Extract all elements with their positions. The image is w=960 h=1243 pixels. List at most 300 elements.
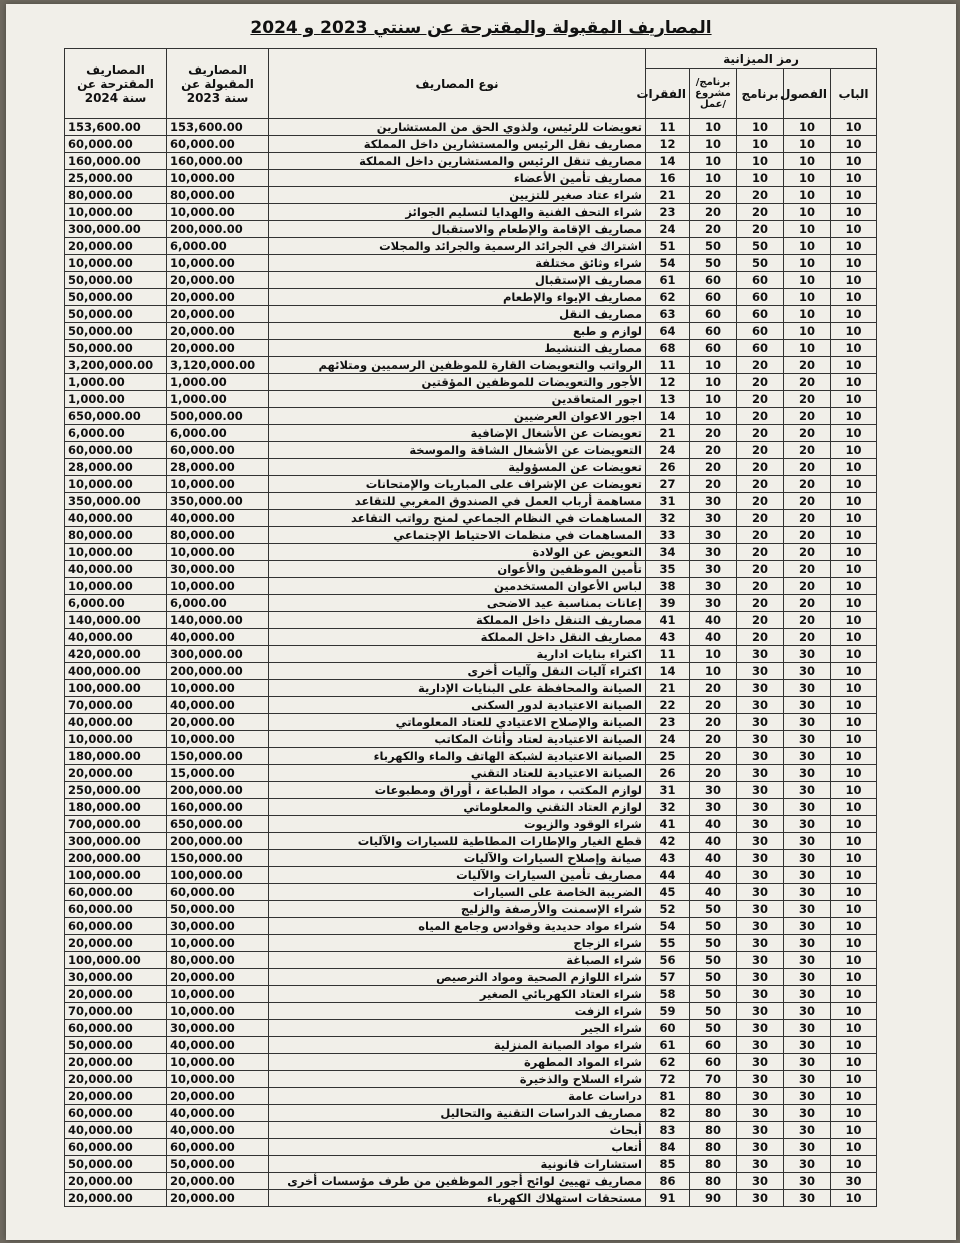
bab-cell: 10 xyxy=(831,527,877,544)
paragraph-cell: 41 xyxy=(646,816,690,833)
proposed-2024-cell: 140,000.00 xyxy=(65,612,167,629)
paragraph-cell: 57 xyxy=(646,969,690,986)
program-project-cell: 20 xyxy=(690,731,737,748)
accepted-2023-cell: 3,120,000.00 xyxy=(167,357,269,374)
bab-cell: 10 xyxy=(831,714,877,731)
program-cell: 10 xyxy=(737,153,784,170)
bab-cell: 10 xyxy=(831,442,877,459)
paragraph-cell: 42 xyxy=(646,833,690,850)
table-row xyxy=(65,1190,877,1207)
program-project-cell: 40 xyxy=(690,833,737,850)
bab-cell: 10 xyxy=(831,459,877,476)
proposed-2024-cell: 100,000.00 xyxy=(65,867,167,884)
expense-type-cell: شراء الزجاج xyxy=(269,935,646,952)
program-cell: 30 xyxy=(737,748,784,765)
program-project-cell: 50 xyxy=(690,901,737,918)
accepted-2023-cell: 160,000.00 xyxy=(167,153,269,170)
table-row xyxy=(65,578,877,595)
paragraph-cell: 58 xyxy=(646,986,690,1003)
program-project-cell: 20 xyxy=(690,204,737,221)
fasl-cell: 30 xyxy=(784,1037,831,1054)
expense-type-cell: مساهمة أرباب العمل في الصندوق المغربي للتقاعد xyxy=(269,493,646,510)
expense-type-cell: شراء عتاد صغير للتزيين xyxy=(269,187,646,204)
program-project-cell: 20 xyxy=(690,765,737,782)
program-cell: 20 xyxy=(737,204,784,221)
program-cell: 20 xyxy=(737,408,784,425)
paragraph-cell: 54 xyxy=(646,255,690,272)
table-row xyxy=(65,969,877,986)
fasl-cell: 20 xyxy=(784,476,831,493)
program-cell: 60 xyxy=(737,272,784,289)
program-cell: 30 xyxy=(737,816,784,833)
fasl-cell: 20 xyxy=(784,408,831,425)
bab-cell: 10 xyxy=(831,391,877,408)
program-cell: 30 xyxy=(737,918,784,935)
fasl-cell: 30 xyxy=(784,969,831,986)
program-project-cell: 50 xyxy=(690,918,737,935)
table-row xyxy=(65,510,877,527)
bab-cell: 10 xyxy=(831,272,877,289)
proposed-2024-cell: 1,000.00 xyxy=(65,374,167,391)
bab-cell: 10 xyxy=(831,612,877,629)
bab-cell: 10 xyxy=(831,765,877,782)
paragraph-cell: 62 xyxy=(646,289,690,306)
proposed-2024-cell: 20,000.00 xyxy=(65,1088,167,1105)
program-project-cell: 30 xyxy=(690,510,737,527)
proposed-2024-cell: 20,000.00 xyxy=(65,935,167,952)
proposed-2024-cell: 70,000.00 xyxy=(65,1003,167,1020)
table-row xyxy=(65,136,877,153)
table-row xyxy=(65,153,877,170)
bab-cell: 30 xyxy=(831,1173,877,1190)
program-cell: 10 xyxy=(737,119,784,136)
paragraph-cell: 72 xyxy=(646,1071,690,1088)
table-row xyxy=(65,170,877,187)
table-row xyxy=(65,697,877,714)
table-row xyxy=(65,1088,877,1105)
accepted-2023-cell: 10,000.00 xyxy=(167,1003,269,1020)
paragraph-cell: 21 xyxy=(646,680,690,697)
program-project-cell: 60 xyxy=(690,289,737,306)
paragraph-cell: 43 xyxy=(646,850,690,867)
bab-cell: 10 xyxy=(831,1156,877,1173)
program-cell: 30 xyxy=(737,1173,784,1190)
document-page xyxy=(6,4,956,1240)
bab-cell: 10 xyxy=(831,731,877,748)
proposed-2024-cell: 300,000.00 xyxy=(65,221,167,238)
bab-cell: 10 xyxy=(831,867,877,884)
bab-cell: 10 xyxy=(831,1088,877,1105)
fasl-cell: 30 xyxy=(784,748,831,765)
expenses-table-body xyxy=(65,119,877,1207)
fasl-cell: 30 xyxy=(784,1139,831,1156)
program-cell: 20 xyxy=(737,578,784,595)
program-cell: 60 xyxy=(737,323,784,340)
fasl-cell: 30 xyxy=(784,1105,831,1122)
accepted-2023-cell: 200,000.00 xyxy=(167,221,269,238)
paragraph-cell: 61 xyxy=(646,1037,690,1054)
program-cell: 30 xyxy=(737,867,784,884)
program-project-cell: 20 xyxy=(690,221,737,238)
bab-cell: 10 xyxy=(831,119,877,136)
proposed-2024-cell: 180,000.00 xyxy=(65,799,167,816)
program-cell: 20 xyxy=(737,187,784,204)
accepted-2023-cell: 10,000.00 xyxy=(167,255,269,272)
accepted-2023-cell: 10,000.00 xyxy=(167,731,269,748)
expenses-table xyxy=(64,48,877,1207)
paragraph-cell: 11 xyxy=(646,119,690,136)
paragraph-cell: 32 xyxy=(646,510,690,527)
paragraph-cell: 59 xyxy=(646,1003,690,1020)
paragraph-cell: 86 xyxy=(646,1173,690,1190)
program-project-cell: 30 xyxy=(690,561,737,578)
paragraph-cell: 23 xyxy=(646,204,690,221)
program-project-cell: 40 xyxy=(690,612,737,629)
fasl-cell: 30 xyxy=(784,1122,831,1139)
program-project-cell: 20 xyxy=(690,697,737,714)
fasl-cell: 10 xyxy=(784,204,831,221)
table-row xyxy=(65,391,877,408)
proposed-2024-cell: 50,000.00 xyxy=(65,289,167,306)
program-project-cell: 50 xyxy=(690,969,737,986)
paragraph-cell: 56 xyxy=(646,952,690,969)
expense-type-cell: الأجور والتعويضات للموظفين المؤقتين xyxy=(269,374,646,391)
expense-type-cell: شراء الوقود والزيوت xyxy=(269,816,646,833)
fasl-cell: 30 xyxy=(784,697,831,714)
expense-type-cell: مصاريف تهييئ لوائح أجور الموظفين من طرف مؤسسات أخرى xyxy=(269,1173,646,1190)
paragraph-cell: 24 xyxy=(646,221,690,238)
accepted-2023-cell: 10,000.00 xyxy=(167,1054,269,1071)
table-row xyxy=(65,323,877,340)
paragraph-cell: 63 xyxy=(646,306,690,323)
paragraph-cell: 64 xyxy=(646,323,690,340)
table-row xyxy=(65,1173,877,1190)
table-row xyxy=(65,799,877,816)
accepted-2023-cell: 80,000.00 xyxy=(167,527,269,544)
accepted-2023-cell: 40,000.00 xyxy=(167,629,269,646)
accepted-2023-cell: 50,000.00 xyxy=(167,901,269,918)
fasl-cell: 10 xyxy=(784,221,831,238)
fasl-cell: 30 xyxy=(784,1173,831,1190)
program-cell: 50 xyxy=(737,238,784,255)
bab-cell: 10 xyxy=(831,799,877,816)
program-header: برنامج xyxy=(737,69,784,119)
accepted-2023-cell: 6,000.00 xyxy=(167,595,269,612)
accepted-2023-cell: 30,000.00 xyxy=(167,918,269,935)
table-row xyxy=(65,935,877,952)
table-row xyxy=(65,1020,877,1037)
program-project-cell: 10 xyxy=(690,408,737,425)
table-row xyxy=(65,748,877,765)
program-cell: 20 xyxy=(737,510,784,527)
proposed-2024-cell: 60,000.00 xyxy=(65,901,167,918)
table-row xyxy=(65,816,877,833)
accepted-2023-cell: 28,000.00 xyxy=(167,459,269,476)
table-row xyxy=(65,918,877,935)
proposed-2024-cell: 60,000.00 xyxy=(65,918,167,935)
accepted-2023-cell: 100,000.00 xyxy=(167,867,269,884)
bab-cell: 10 xyxy=(831,782,877,799)
proposed-2024-cell: 50,000.00 xyxy=(65,272,167,289)
accepted-2023-cell: 140,000.00 xyxy=(167,612,269,629)
accepted-2023-cell: 10,000.00 xyxy=(167,935,269,952)
program-cell: 30 xyxy=(737,765,784,782)
fasl-cell: 30 xyxy=(784,850,831,867)
accepted-2023-cell: 1,000.00 xyxy=(167,391,269,408)
expense-type-cell: شراء مواد حديدية وقوادس وجامع المياه xyxy=(269,918,646,935)
program-project-cell: 10 xyxy=(690,357,737,374)
proposed-2024-header: المصاريف المقترحة عن سنة 2024 xyxy=(65,49,167,119)
fasl-cell: 10 xyxy=(784,170,831,187)
accepted-2023-cell: 60,000.00 xyxy=(167,884,269,901)
accepted-2023-cell: 30,000.00 xyxy=(167,561,269,578)
program-project-cell: 20 xyxy=(690,714,737,731)
fasl-cell: 30 xyxy=(784,1088,831,1105)
table-row xyxy=(65,1139,877,1156)
table-row xyxy=(65,1156,877,1173)
paragraph-cell: 91 xyxy=(646,1190,690,1207)
proposed-2024-cell: 400,000.00 xyxy=(65,663,167,680)
paragraph-cell: 14 xyxy=(646,663,690,680)
expense-type-cell: إعانات بمناسبة عيد الاضحى xyxy=(269,595,646,612)
table-row xyxy=(65,680,877,697)
proposed-2024-cell: 350,000.00 xyxy=(65,493,167,510)
accepted-2023-cell: 150,000.00 xyxy=(167,850,269,867)
proposed-2024-cell: 100,000.00 xyxy=(65,680,167,697)
fasl-cell: 20 xyxy=(784,510,831,527)
program-project-cell: 10 xyxy=(690,663,737,680)
expense-type-cell: تعويضات للرئيس، ولذوي الحق من المستشارين xyxy=(269,119,646,136)
program-cell: 30 xyxy=(737,782,784,799)
fasl-cell: 10 xyxy=(784,255,831,272)
fasl-cell: 20 xyxy=(784,595,831,612)
paragraph-cell: 83 xyxy=(646,1122,690,1139)
paragraph-cell: 23 xyxy=(646,714,690,731)
accepted-2023-cell: 40,000.00 xyxy=(167,1122,269,1139)
paragraph-cell: 81 xyxy=(646,1088,690,1105)
program-cell: 50 xyxy=(737,255,784,272)
program-project-cell: 30 xyxy=(690,799,737,816)
program-cell: 20 xyxy=(737,544,784,561)
program-cell: 60 xyxy=(737,340,784,357)
accepted-2023-header: المصاريف المقبولة عن سنة 2023 xyxy=(167,49,269,119)
paragraph-cell: 62 xyxy=(646,1054,690,1071)
accepted-2023-cell: 30,000.00 xyxy=(167,1020,269,1037)
accepted-2023-cell: 200,000.00 xyxy=(167,663,269,680)
bab-cell: 10 xyxy=(831,1037,877,1054)
table-row xyxy=(65,901,877,918)
accepted-2023-cell: 10,000.00 xyxy=(167,986,269,1003)
expense-type-cell: المساهمات في النظام الجماعي لمنح رواتب التقاعد xyxy=(269,510,646,527)
bab-cell: 10 xyxy=(831,748,877,765)
expense-type-cell: مصاريف التنقل داخل المملكة xyxy=(269,612,646,629)
program-cell: 60 xyxy=(737,289,784,306)
proposed-2024-cell: 70,000.00 xyxy=(65,697,167,714)
bab-cell: 10 xyxy=(831,204,877,221)
proposed-2024-cell: 60,000.00 xyxy=(65,442,167,459)
document-title: المصاريف المقبولة والمقترحة عن سنتي 2023 و 2024 xyxy=(250,18,712,38)
expense-type-cell: مصاريف الإيواء والإطعام xyxy=(269,289,646,306)
bab-cell: 10 xyxy=(831,357,877,374)
proposed-2024-cell: 160,000.00 xyxy=(65,153,167,170)
table-row xyxy=(65,595,877,612)
program-cell: 20 xyxy=(737,612,784,629)
paragraph-cell: 38 xyxy=(646,578,690,595)
fasl-cell: 10 xyxy=(784,289,831,306)
paragraph-cell: 33 xyxy=(646,527,690,544)
paragraph-cell: 14 xyxy=(646,408,690,425)
program-cell: 30 xyxy=(737,1037,784,1054)
program-cell: 30 xyxy=(737,1003,784,1020)
fasl-cell: 30 xyxy=(784,918,831,935)
paragraph-cell: 14 xyxy=(646,153,690,170)
program-cell: 20 xyxy=(737,629,784,646)
program-project-cell: 50 xyxy=(690,952,737,969)
proposed-2024-cell: 20,000.00 xyxy=(65,765,167,782)
proposed-2024-cell: 80,000.00 xyxy=(65,187,167,204)
expense-type-cell: تعويضات عن الأشغال الإضافية xyxy=(269,425,646,442)
paragraph-cell: 24 xyxy=(646,442,690,459)
accepted-2023-cell: 20,000.00 xyxy=(167,714,269,731)
paragraph-cell: 60 xyxy=(646,1020,690,1037)
proposed-2024-cell: 50,000.00 xyxy=(65,1156,167,1173)
fasl-cell: 20 xyxy=(784,561,831,578)
bab-cell: 10 xyxy=(831,969,877,986)
accepted-2023-cell: 1,000.00 xyxy=(167,374,269,391)
proposed-2024-cell: 50,000.00 xyxy=(65,306,167,323)
bab-cell: 10 xyxy=(831,255,877,272)
expense-type-cell: الصيانة الاعتيادية لدور السكنى xyxy=(269,697,646,714)
accepted-2023-cell: 200,000.00 xyxy=(167,833,269,850)
accepted-2023-cell: 80,000.00 xyxy=(167,187,269,204)
fasl-cell: 20 xyxy=(784,374,831,391)
accepted-2023-cell: 40,000.00 xyxy=(167,1105,269,1122)
fasl-cell: 30 xyxy=(784,935,831,952)
proposed-2024-cell: 20,000.00 xyxy=(65,238,167,255)
program-project-cell: 30 xyxy=(690,493,737,510)
expense-type-cell: اكتراء بنايات ادارية xyxy=(269,646,646,663)
accepted-2023-cell: 20,000.00 xyxy=(167,1190,269,1207)
paragraphs-header: الفقرات xyxy=(646,69,690,119)
expense-type-cell: اجور المتعاقدين xyxy=(269,391,646,408)
bab-cell: 10 xyxy=(831,578,877,595)
budget-code-header: رمز الميزانية xyxy=(646,49,877,69)
fasl-cell: 20 xyxy=(784,357,831,374)
paragraph-cell: 44 xyxy=(646,867,690,884)
program-cell: 20 xyxy=(737,527,784,544)
paragraph-cell: 61 xyxy=(646,272,690,289)
program-project-cell: 80 xyxy=(690,1088,737,1105)
accepted-2023-cell: 10,000.00 xyxy=(167,170,269,187)
bab-cell: 10 xyxy=(831,816,877,833)
expense-type-cell: التعويضات عن الأشغال الشاقة والموسخة xyxy=(269,442,646,459)
program-cell: 30 xyxy=(737,850,784,867)
paragraph-cell: 45 xyxy=(646,884,690,901)
program-project-cell: 80 xyxy=(690,1156,737,1173)
fasl-cell: 10 xyxy=(784,136,831,153)
program-project-cell: 80 xyxy=(690,1105,737,1122)
paragraph-cell: 24 xyxy=(646,731,690,748)
table-row xyxy=(65,476,877,493)
fasl-cell: 10 xyxy=(784,272,831,289)
expense-type-cell: الضريبة الخاصة على السيارات xyxy=(269,884,646,901)
bab-cell: 10 xyxy=(831,1071,877,1088)
program-cell: 20 xyxy=(737,391,784,408)
fasl-cell: 10 xyxy=(784,187,831,204)
accepted-2023-cell: 6,000.00 xyxy=(167,425,269,442)
program-project-cell: 20 xyxy=(690,748,737,765)
table-row xyxy=(65,1071,877,1088)
proposed-2024-cell: 10,000.00 xyxy=(65,255,167,272)
paragraph-cell: 31 xyxy=(646,782,690,799)
accepted-2023-cell: 40,000.00 xyxy=(167,1037,269,1054)
paragraph-cell: 12 xyxy=(646,374,690,391)
expense-type-cell: لوازم المكتب ، مواد الطباعة ، أوراق ومطبوعات xyxy=(269,782,646,799)
table-row xyxy=(65,1105,877,1122)
bab-cell: 10 xyxy=(831,1122,877,1139)
accepted-2023-cell: 15,000.00 xyxy=(167,765,269,782)
fasl-cell: 30 xyxy=(784,1071,831,1088)
table-row xyxy=(65,425,877,442)
expense-type-cell: مصاريف الإقامة والإطعام والاستقبال xyxy=(269,221,646,238)
expense-type-cell: مصاريف الدراسات التقنية والتحاليل xyxy=(269,1105,646,1122)
bab-cell: 10 xyxy=(831,374,877,391)
expense-type-cell: مصاريف الإستقبال xyxy=(269,272,646,289)
proposed-2024-cell: 10,000.00 xyxy=(65,731,167,748)
paragraph-cell: 31 xyxy=(646,493,690,510)
program-cell: 20 xyxy=(737,425,784,442)
program-project-cell: 10 xyxy=(690,153,737,170)
program-project-cell: 20 xyxy=(690,459,737,476)
program-cell: 30 xyxy=(737,646,784,663)
table-row xyxy=(65,374,877,391)
program-cell: 30 xyxy=(737,1139,784,1156)
proposed-2024-cell: 40,000.00 xyxy=(65,510,167,527)
table-row xyxy=(65,850,877,867)
fasl-cell: 20 xyxy=(784,459,831,476)
table-row xyxy=(65,357,877,374)
fasl-cell: 30 xyxy=(784,663,831,680)
expense-type-cell: الصيانة والمحافظة على البنايات الإدارية xyxy=(269,680,646,697)
proposed-2024-cell: 300,000.00 xyxy=(65,833,167,850)
bab-cell: 10 xyxy=(831,170,877,187)
table-row xyxy=(65,612,877,629)
program-cell: 30 xyxy=(737,1054,784,1071)
paragraph-cell: 11 xyxy=(646,646,690,663)
program-project-cell: 20 xyxy=(690,425,737,442)
paragraph-cell: 39 xyxy=(646,595,690,612)
bab-cell: 10 xyxy=(831,510,877,527)
proposed-2024-cell: 28,000.00 xyxy=(65,459,167,476)
proposed-2024-cell: 60,000.00 xyxy=(65,1139,167,1156)
fasl-cell: 30 xyxy=(784,765,831,782)
paragraph-cell: 26 xyxy=(646,459,690,476)
bab-cell: 10 xyxy=(831,221,877,238)
program-project-cell: 50 xyxy=(690,238,737,255)
bab-cell: 10 xyxy=(831,918,877,935)
expense-type-cell: المساهمات في منظمات الاحتياط الإجتماعي xyxy=(269,527,646,544)
expense-type-cell: الصيانة الاعتيادية لشبكة الهاتف والماء والكهرباء xyxy=(269,748,646,765)
table-row xyxy=(65,952,877,969)
accepted-2023-cell: 10,000.00 xyxy=(167,1071,269,1088)
bab-cell: 10 xyxy=(831,833,877,850)
paragraph-cell: 35 xyxy=(646,561,690,578)
program-project-cell: 30 xyxy=(690,527,737,544)
accepted-2023-cell: 10,000.00 xyxy=(167,544,269,561)
bab-cell: 10 xyxy=(831,595,877,612)
program-cell: 20 xyxy=(737,493,784,510)
fasl-cell: 30 xyxy=(784,714,831,731)
